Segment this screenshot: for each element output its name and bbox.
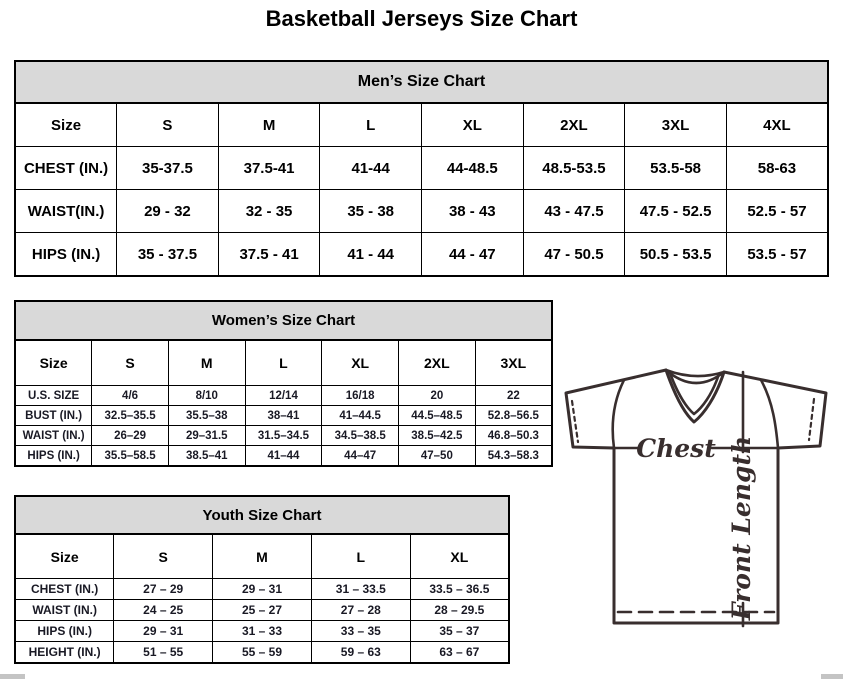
size-value-cell: 52.5 - 57 <box>726 190 828 233</box>
size-value-cell: 44.5–48.5 <box>399 406 476 426</box>
women-table-row <box>15 406 552 426</box>
scrollbar-fragment-right[interactable] <box>821 674 843 679</box>
size-value-cell: 16/18 <box>322 386 399 406</box>
size-value-cell: 35.5–38 <box>168 406 245 426</box>
women-section-header: Women’s Size Chart <box>15 301 552 340</box>
size-value-cell: 33 – 35 <box>311 621 410 642</box>
men-column-header-row <box>15 103 828 147</box>
size-value-cell: 44 - 47 <box>422 233 524 277</box>
size-value-cell: 41–44.5 <box>322 406 399 426</box>
size-value-cell: 51 – 55 <box>114 642 213 664</box>
column-header-m: M <box>213 534 312 579</box>
row-label: HIPS (IN.) <box>15 621 114 642</box>
size-value-cell: 38 - 43 <box>422 190 524 233</box>
column-header-size: Size <box>15 103 117 147</box>
size-value-cell: 12/14 <box>245 386 322 406</box>
row-label: BUST (IN.) <box>15 406 92 426</box>
size-value-cell: 55 – 59 <box>213 642 312 664</box>
size-value-cell: 32 - 35 <box>218 190 320 233</box>
womens-size-chart <box>14 300 553 467</box>
jersey-outline <box>566 370 826 623</box>
row-label: HEIGHT (IN.) <box>15 642 114 664</box>
size-value-cell: 29–31.5 <box>168 426 245 446</box>
size-value-cell: 25 – 27 <box>213 600 312 621</box>
column-header-s: S <box>114 534 213 579</box>
jersey-measurement-diagram <box>556 360 843 672</box>
column-header-size: Size <box>15 340 92 386</box>
column-header-3xl: 3XL <box>625 103 727 147</box>
column-header-s: S <box>117 103 219 147</box>
right-armhole-seam <box>761 380 778 448</box>
size-value-cell: 27 – 29 <box>114 579 213 600</box>
mens-size-table <box>14 60 829 277</box>
size-value-cell: 53.5-58 <box>625 147 727 190</box>
row-label: CHEST (IN.) <box>15 147 117 190</box>
size-value-cell: 29 – 31 <box>213 579 312 600</box>
women-table-row <box>15 426 552 446</box>
size-value-cell: 59 – 63 <box>311 642 410 664</box>
women-table-row <box>15 446 552 467</box>
row-label: WAIST(IN.) <box>15 190 117 233</box>
size-value-cell: 38.5–42.5 <box>399 426 476 446</box>
size-value-cell: 20 <box>399 386 476 406</box>
size-value-cell: 4/6 <box>92 386 169 406</box>
page-title: Basketball Jerseys Size Chart <box>265 6 578 31</box>
column-header-l: L <box>311 534 410 579</box>
youth-table-row <box>15 579 509 600</box>
column-header-size: Size <box>15 534 114 579</box>
youth-size-chart <box>14 495 510 664</box>
scrollbar-fragment-left[interactable] <box>0 674 25 679</box>
size-value-cell: 27 – 28 <box>311 600 410 621</box>
row-label: WAIST (IN.) <box>15 426 92 446</box>
size-value-cell: 43 - 47.5 <box>523 190 625 233</box>
size-value-cell: 54.3–58.3 <box>475 446 552 467</box>
size-value-cell: 31 – 33 <box>213 621 312 642</box>
youth-size-table <box>14 495 510 664</box>
column-header-4xl: 4XL <box>726 103 828 147</box>
size-value-cell: 31 – 33.5 <box>311 579 410 600</box>
size-value-cell: 28 – 29.5 <box>410 600 509 621</box>
size-value-cell: 35 – 37 <box>410 621 509 642</box>
size-value-cell: 31.5–34.5 <box>245 426 322 446</box>
row-label: WAIST (IN.) <box>15 600 114 621</box>
column-header-2xl: 2XL <box>399 340 476 386</box>
column-header-s: S <box>92 340 169 386</box>
size-value-cell: 50.5 - 53.5 <box>625 233 727 277</box>
women-section-header-row <box>15 301 552 340</box>
youth-table-row <box>15 642 509 664</box>
womens-size-table <box>14 300 553 467</box>
size-value-cell: 41–44 <box>245 446 322 467</box>
men-table-row <box>15 190 828 233</box>
women-column-header-row <box>15 340 552 386</box>
men-section-header: Men’s Size Chart <box>15 61 828 103</box>
size-value-cell: 63 – 67 <box>410 642 509 664</box>
youth-column-header-row <box>15 534 509 579</box>
size-value-cell: 47.5 - 52.5 <box>625 190 727 233</box>
size-value-cell: 47 - 50.5 <box>523 233 625 277</box>
size-value-cell: 48.5-53.5 <box>523 147 625 190</box>
left-armhole-seam <box>613 380 624 448</box>
mens-size-chart <box>14 60 829 277</box>
size-value-cell: 37.5-41 <box>218 147 320 190</box>
size-value-cell: 37.5 - 41 <box>218 233 320 277</box>
youth-section-header-row <box>15 496 509 534</box>
column-header-3xl: 3XL <box>475 340 552 386</box>
men-section-header-row <box>15 61 828 103</box>
size-value-cell: 52.8–56.5 <box>475 406 552 426</box>
right-sleeve-dash <box>809 399 814 440</box>
women-table-row <box>15 386 552 406</box>
column-header-xl: XL <box>410 534 509 579</box>
size-value-cell: 34.5–38.5 <box>322 426 399 446</box>
column-header-m: M <box>168 340 245 386</box>
size-value-cell: 46.8–50.3 <box>475 426 552 446</box>
column-header-xl: XL <box>322 340 399 386</box>
size-value-cell: 8/10 <box>168 386 245 406</box>
size-value-cell: 47–50 <box>399 446 476 467</box>
row-label: CHEST (IN.) <box>15 579 114 600</box>
size-value-cell: 35-37.5 <box>117 147 219 190</box>
column-header-m: M <box>218 103 320 147</box>
size-value-cell: 32.5–35.5 <box>92 406 169 426</box>
column-header-l: L <box>320 103 422 147</box>
size-value-cell: 29 - 32 <box>117 190 219 233</box>
size-value-cell: 35 - 37.5 <box>117 233 219 277</box>
size-value-cell: 38–41 <box>245 406 322 426</box>
column-header-l: L <box>245 340 322 386</box>
size-value-cell: 58-63 <box>726 147 828 190</box>
men-table-row <box>15 233 828 277</box>
size-value-cell: 41-44 <box>320 147 422 190</box>
size-value-cell: 22 <box>475 386 552 406</box>
men-table-row <box>15 147 828 190</box>
column-header-xl: XL <box>422 103 524 147</box>
size-value-cell: 35 - 38 <box>320 190 422 233</box>
column-header-2xl: 2XL <box>523 103 625 147</box>
youth-table-row <box>15 621 509 642</box>
size-value-cell: 35.5–58.5 <box>92 446 169 467</box>
chest-label: Chest <box>636 434 716 463</box>
size-value-cell: 33.5 – 36.5 <box>410 579 509 600</box>
size-value-cell: 29 – 31 <box>114 621 213 642</box>
front-length-label: Front Length <box>727 435 756 621</box>
size-value-cell: 26–29 <box>92 426 169 446</box>
size-value-cell: 44-48.5 <box>422 147 524 190</box>
size-value-cell: 38.5–41 <box>168 446 245 467</box>
row-label: HIPS (IN.) <box>15 446 92 467</box>
row-label: U.S. SIZE <box>15 386 92 406</box>
youth-section-header: Youth Size Chart <box>15 496 509 534</box>
size-value-cell: 53.5 - 57 <box>726 233 828 277</box>
row-label: HIPS (IN.) <box>15 233 117 277</box>
size-value-cell: 41 - 44 <box>320 233 422 277</box>
size-value-cell: 44–47 <box>322 446 399 467</box>
size-value-cell: 24 – 25 <box>114 600 213 621</box>
youth-table-row <box>15 600 509 621</box>
